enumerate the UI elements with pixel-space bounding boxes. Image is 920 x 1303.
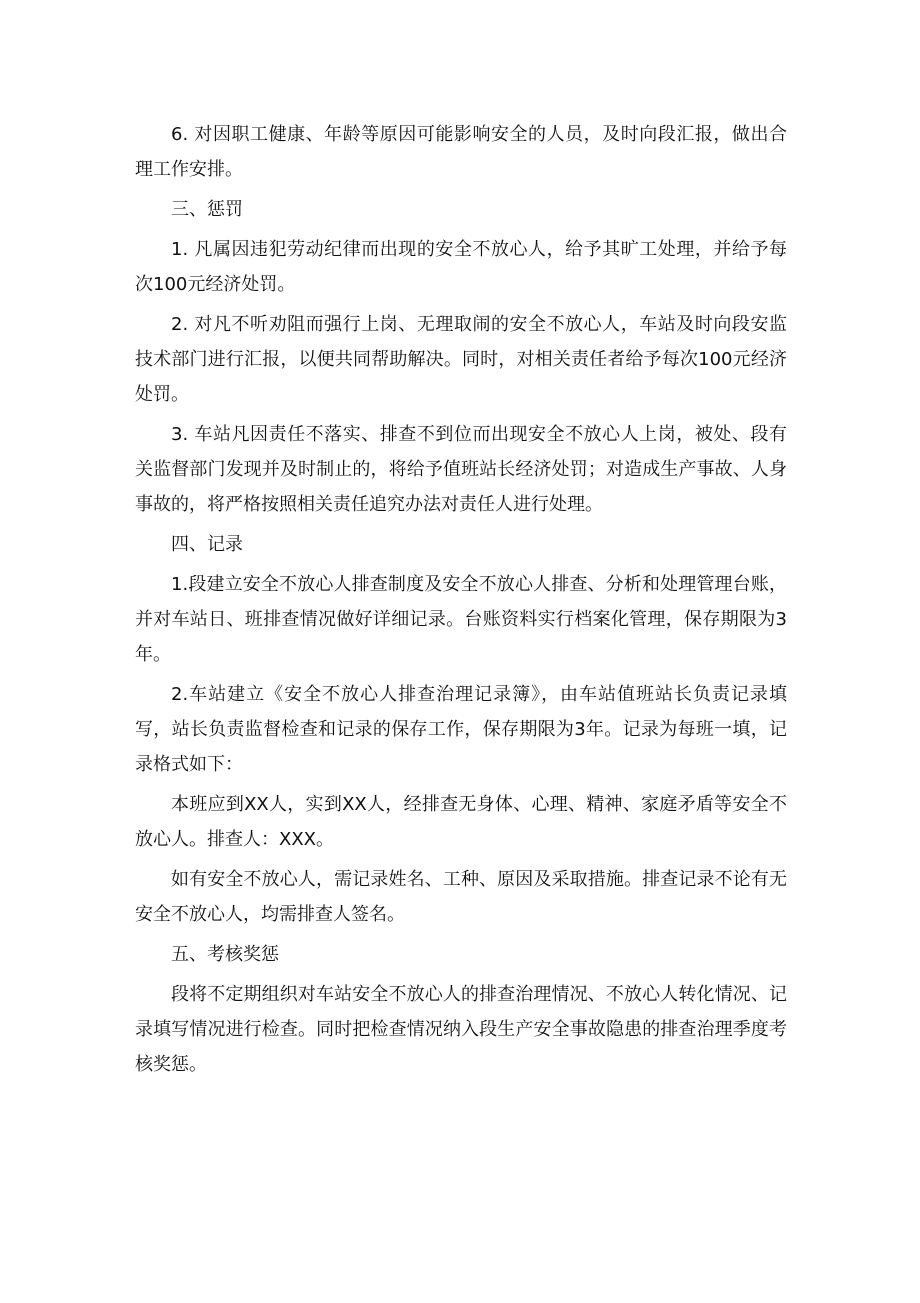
paragraph-penalty-3: 3. 车站凡因责任不落实、排查不到位而出现安全不放心人上岗，被处、段有关监督部门发现并及时制止的，将给予值班站长经济处罚；对造成生产事故、人身事故的，将严格按照相关责任追究办法对责任人进行处理。 <box>135 424 787 515</box>
paragraph-record-format: 本班应到XX人，实到XX人，经排查无身体、心理、精神、家庭矛盾等安全不放心人。排查人：XXX。 <box>135 794 787 850</box>
paragraph-records-2: 2.车站建立《安全不放心人排查治理记录簿》，由车站值班站长负责记录填写，站长负责监督检查和记录的保存工作，保存期限为3年。记录为每班一填，记录格式如下： <box>135 684 787 775</box>
paragraph-assessment: 段将不定期组织对车站安全不放心人的排查治理情况、不放心人转化情况、记录填写情况进行检查。同时把检查情况纳入段生产安全事故隐患的排查治理季度考核奖惩。 <box>135 984 787 1075</box>
section-heading-penalty: 三、惩罚 <box>171 199 243 220</box>
paragraph-penalty-2: 2. 对凡不听劝阻而强行上岗、无理取闹的安全不放心人，车站及时向段安监技术部门进行汇报，以便共同帮助解决。同时，对相关责任者给予每次100元经济处罚。 <box>135 314 787 405</box>
paragraph-records-1: 1.段建立安全不放心人排查制度及安全不放心人排查、分析和处理管理台账，并对车站日、班排查情况做好详细记录。台账资料实行档案化管理，保存期限为3年。 <box>135 574 787 665</box>
paragraph-penalty-1: 1. 凡属因违犯劳动纪律而出现的安全不放心人，给予其旷工处理，并给予每次100元经济处罚。 <box>135 239 787 295</box>
paragraph-item-6: 6. 对因职工健康、年龄等原因可能影响安全的人员，及时向段汇报，做出合理工作安排。 <box>135 124 787 180</box>
document-body <box>135 117 787 1087</box>
section-heading-assessment: 五、考核奖惩 <box>171 944 279 965</box>
paragraph-record-note: 如有安全不放心人，需记录姓名、工种、原因及采取措施。排查记录不论有无安全不放心人，均需排查人签名。 <box>135 869 787 925</box>
section-heading-records: 四、记录 <box>171 534 243 555</box>
